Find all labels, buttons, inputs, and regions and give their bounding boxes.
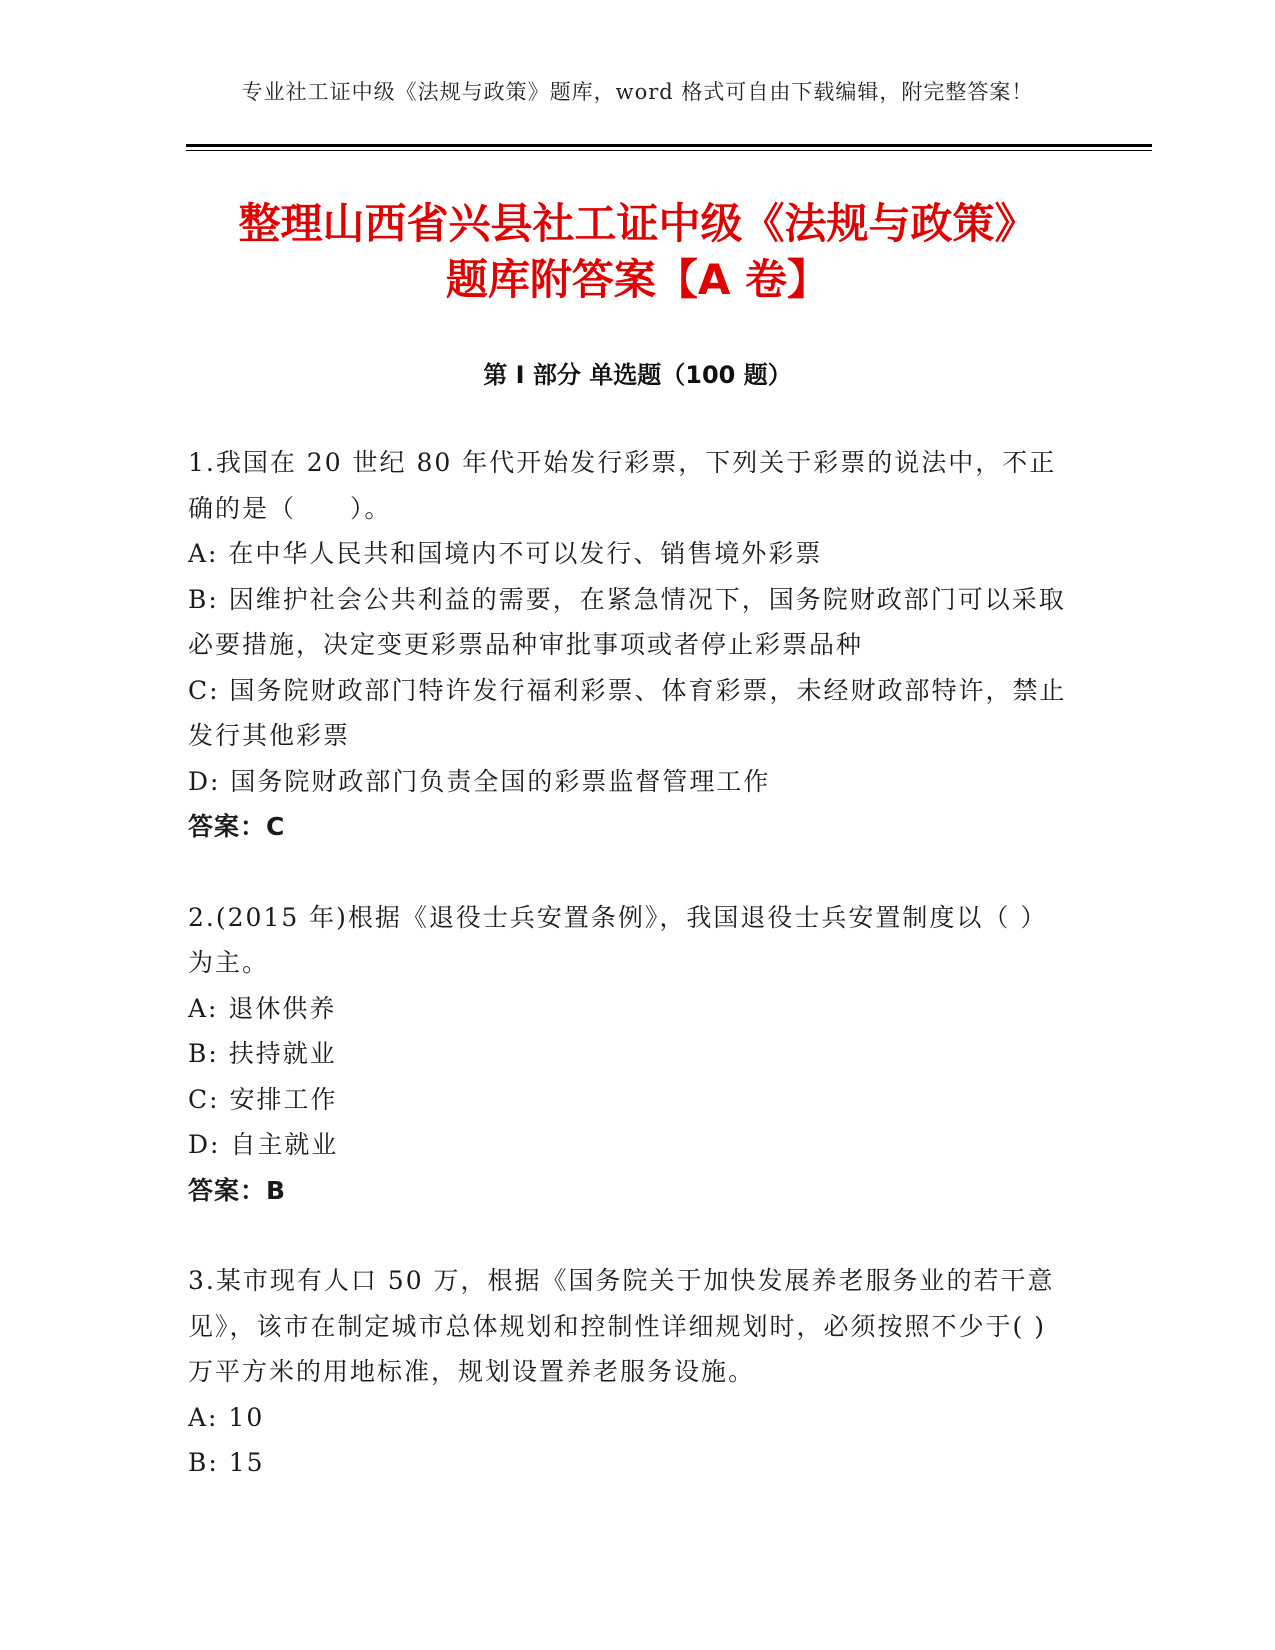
option-a: A: 在中华人民共和国境内不可以发行、销售境外彩票 (188, 539, 823, 568)
title-line-1: 整理山西省兴县社工证中级《法规与政策》 (238, 199, 1037, 248)
answer-line: 答案：C (188, 812, 286, 841)
answer-line: 答案：B (188, 1175, 287, 1205)
option-d: D: 国务院财政部门负责全国的彩票监督管理工作 (188, 766, 771, 796)
option-c: C: 安排工作 (188, 1084, 338, 1114)
option-d: D: 自主就业 (188, 1130, 339, 1159)
question-stem: 3.某市现有人口 50 万，根据《国务院关于加快发展养老服务业的若干意见》，该市在制定城市总体规划和控制性详细规划时，必须按照不少于( )万平方米的用地标准，规划设置养老服务设施。 (188, 1266, 1055, 1386)
option-a: A: 10 (188, 1402, 265, 1432)
title-line-2: 题库附答案【A 卷】 (445, 255, 830, 304)
question-stem: 2.(2015 年)根据《退役士兵安置条例》，我国退役士兵安置制度以（ ）为主。 (188, 902, 1048, 977)
question-stem: 1.我国在 20 世纪 80 年代开始发行彩票，下列关于彩票的说法中，不正确的是（ ）。 (188, 448, 1057, 523)
header-divider-thick (186, 144, 1152, 147)
question-3 (188, 1258, 1068, 1486)
page-header: 专业社工证中级《法规与政策》题库，word 格式可自由下载编辑，附完整答案！ (241, 80, 1034, 104)
question-2 (188, 895, 1068, 1214)
option-a: A: 退休供养 (188, 993, 337, 1023)
header-divider-thin (186, 150, 1152, 151)
section-heading: 第 I 部分 单选题（100 题） (483, 361, 792, 389)
question-1 (188, 440, 1068, 850)
option-c: C: 国务院财政部门特许发行福利彩票、体育彩票，未经财政部特许，禁止发行其他彩票 (188, 675, 1067, 750)
option-b: B: 因维护社会公共利益的需要，在紧急情况下，国务院财政部门可以采取必要措施，决定变更彩票品种审批事项或者停止彩票品种 (188, 584, 1066, 659)
option-b: B: 15 (188, 1448, 265, 1477)
question-list (188, 440, 1068, 1531)
option-b: B: 扶持就业 (188, 1039, 337, 1068)
document-title (180, 196, 1095, 308)
